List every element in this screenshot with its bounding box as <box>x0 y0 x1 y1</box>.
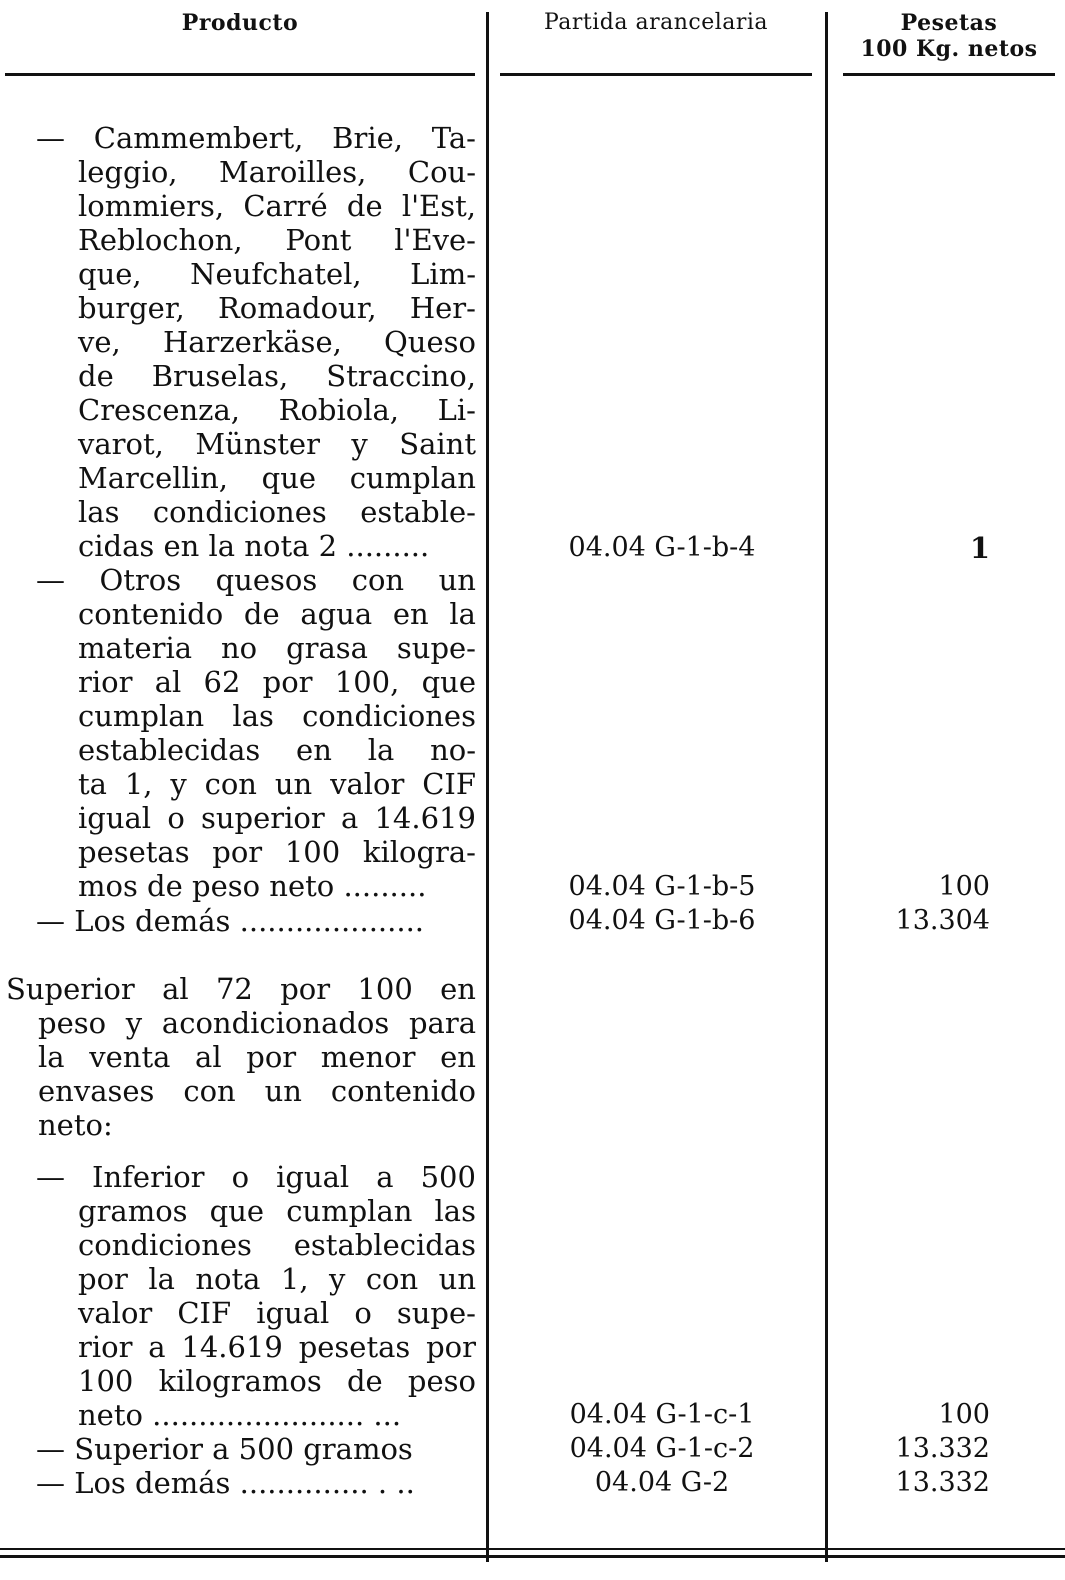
row-2-value: 100 <box>938 871 990 902</box>
row-1-code: 04.04 G-1-b-4 <box>568 532 756 563</box>
row-7-line: — Los demás .............. . .. <box>36 1466 415 1500</box>
word: estable- <box>360 495 476 529</box>
row-2-code: 04.04 G-1-b-5 <box>568 871 756 902</box>
word: en <box>440 1040 476 1074</box>
row-2-line <box>36 801 476 835</box>
row-7-code: 04.04 G-2 <box>594 1467 730 1498</box>
word: ve, <box>78 325 121 359</box>
row-7-text <box>36 1466 476 1500</box>
header-rule-partida <box>500 73 812 76</box>
word: o <box>167 801 185 835</box>
word: a <box>376 1160 394 1194</box>
word: para <box>408 1006 476 1040</box>
word: supe- <box>396 1296 476 1330</box>
word: — <box>36 563 65 597</box>
row-4-line <box>6 972 476 1006</box>
row-1-line: cidas en la nota 2 ......... <box>78 529 430 563</box>
row-2-line <box>36 767 476 801</box>
word: supe- <box>396 631 476 665</box>
row-4-line <box>6 1006 476 1040</box>
word: rior <box>78 1330 133 1364</box>
word: que, <box>78 257 142 291</box>
word: 1, <box>280 1262 309 1296</box>
word: Li- <box>437 393 476 427</box>
word: en <box>392 597 429 631</box>
word: Queso <box>384 325 476 359</box>
word: en <box>296 733 332 767</box>
word: Bruselas, <box>151 359 289 393</box>
word: Lim- <box>410 257 476 291</box>
word: no- <box>430 733 476 767</box>
row-1-line <box>36 359 476 393</box>
header-partida: Partida arancelaria <box>543 10 769 35</box>
word: a <box>148 1330 166 1364</box>
word: 100 <box>78 1364 134 1398</box>
word: contenido <box>330 1074 476 1108</box>
word: a <box>340 801 359 835</box>
word: la <box>449 597 476 631</box>
header-rule-producto <box>5 73 475 76</box>
row-4-line: neto: <box>38 1108 113 1142</box>
word: y <box>125 1006 143 1040</box>
row-6-code: 04.04 G-1-c-2 <box>569 1433 755 1464</box>
row-5-text <box>36 1160 476 1432</box>
word: y <box>170 767 187 801</box>
word: l'Eve- <box>394 223 476 257</box>
word: con <box>365 1262 419 1296</box>
header-producto: Producto <box>181 10 299 36</box>
word: CIF <box>177 1296 232 1330</box>
word: la <box>38 1040 65 1074</box>
word: Marcellin, <box>78 461 228 495</box>
word: las <box>232 699 274 733</box>
word: por <box>246 1040 297 1074</box>
word: Otros <box>99 563 182 597</box>
word: Reblochon, <box>78 223 243 257</box>
word: nota <box>195 1262 261 1296</box>
word: o <box>231 1160 250 1194</box>
word: y <box>351 427 368 461</box>
column-divider-2 <box>825 12 828 1562</box>
word: menor <box>320 1040 416 1074</box>
word: grasa <box>286 631 368 665</box>
row-4-text <box>6 972 476 1142</box>
row-1-line <box>36 257 476 291</box>
footer-rule-bottom <box>0 1555 1065 1558</box>
word: que <box>261 461 317 495</box>
row-5-line <box>36 1262 476 1296</box>
word: con <box>351 563 405 597</box>
word: las <box>78 495 120 529</box>
word: 100 <box>284 835 341 869</box>
row-1-line <box>36 461 476 495</box>
row-1-line <box>36 189 476 223</box>
word: al <box>154 665 182 699</box>
row-5-line <box>36 1228 476 1262</box>
word: pesetas <box>298 1330 411 1364</box>
word: pesetas <box>78 835 190 869</box>
word: cumplan <box>349 461 476 495</box>
word: valor <box>78 1296 153 1330</box>
word: igual <box>78 801 152 835</box>
word: Ta- <box>431 121 476 155</box>
row-1-line <box>36 393 476 427</box>
word: Her- <box>409 291 476 325</box>
column-divider-1 <box>486 12 489 1562</box>
row-6-value: 13.332 <box>895 1433 990 1464</box>
header-pesetas-line2: 100 Kg. netos <box>860 36 1038 62</box>
word: materia <box>78 631 193 665</box>
word: Cammembert, <box>93 121 304 155</box>
word: por <box>78 1262 128 1296</box>
word: igual <box>256 1296 330 1330</box>
word: 500 <box>420 1160 476 1194</box>
footer-rule-top <box>0 1548 1065 1550</box>
word: un <box>264 1074 302 1108</box>
word: con <box>204 767 257 801</box>
word: l'Est, <box>401 189 476 223</box>
word: varot, <box>78 427 164 461</box>
word: condiciones <box>152 495 327 529</box>
word: Neufchatel, <box>190 257 362 291</box>
word: igual <box>276 1160 350 1194</box>
word: peso <box>407 1364 476 1398</box>
row-1-line <box>36 291 476 325</box>
row-2-text <box>36 563 476 903</box>
word: CIF <box>422 767 476 801</box>
word: un <box>438 563 476 597</box>
row-3-line: — Los demás .................... <box>36 904 425 938</box>
word: en <box>440 972 476 1006</box>
word: gramos <box>78 1194 188 1228</box>
word: de <box>243 597 280 631</box>
word: Brie, <box>332 121 404 155</box>
word: condiciones <box>78 1228 252 1262</box>
word: no <box>220 631 258 665</box>
word: establecidas <box>293 1228 476 1262</box>
word: rior <box>78 665 133 699</box>
header-pesetas-line1: Pesetas <box>900 10 998 36</box>
word: 100 <box>357 972 413 1006</box>
row-5-line <box>36 1296 476 1330</box>
word: Romadour, <box>217 291 377 325</box>
row-2-line: mos de peso neto ......... <box>78 869 427 903</box>
word: Maroilles, <box>219 155 367 189</box>
word: o <box>354 1296 372 1330</box>
row-1-line <box>36 325 476 359</box>
row-4-line <box>6 1040 476 1074</box>
word: agua <box>300 597 373 631</box>
word: envases <box>38 1074 155 1108</box>
word: y <box>328 1262 346 1296</box>
word: establecidas <box>78 733 261 767</box>
row-1-text <box>36 121 476 563</box>
word: ta <box>78 767 107 801</box>
row-5-line <box>36 1194 476 1228</box>
word: la <box>148 1262 175 1296</box>
row-1-line <box>36 223 476 257</box>
row-1-line <box>36 427 476 461</box>
row-2-line <box>36 733 476 767</box>
row-5-line: neto ....................... ... <box>78 1398 402 1432</box>
word: Cou- <box>407 155 476 189</box>
word: 62 <box>203 665 241 699</box>
word: Carré <box>243 189 328 223</box>
row-1-value: 1 <box>969 531 990 565</box>
row-2-line <box>36 597 476 631</box>
row-5-code: 04.04 G-1-c-1 <box>569 1399 755 1430</box>
word: Saint <box>399 427 476 461</box>
row-2-line <box>36 699 476 733</box>
word: de <box>78 359 114 393</box>
word: — <box>36 1160 65 1194</box>
row-5-value: 100 <box>938 1399 990 1430</box>
word: que <box>421 665 476 699</box>
word: Inferior <box>92 1160 205 1194</box>
word: Harzerkäse, <box>162 325 342 359</box>
row-5-line <box>36 1364 476 1398</box>
row-7-value: 13.332 <box>895 1467 990 1498</box>
word: Münster <box>195 427 320 461</box>
word: lommiers, <box>78 189 225 223</box>
word: por <box>262 665 313 699</box>
row-3-value: 13.304 <box>895 905 990 936</box>
word: 14.619 <box>374 801 476 835</box>
word: que <box>209 1194 265 1228</box>
row-1-line <box>36 155 476 189</box>
word: Straccino, <box>326 359 476 393</box>
word: kilogra- <box>362 835 476 869</box>
word: cumplan <box>78 699 205 733</box>
row-6-line: — Superior a 500 gramos <box>36 1432 413 1466</box>
word: quesos <box>215 563 318 597</box>
word: al <box>195 1040 222 1074</box>
word: acondicionados <box>161 1006 390 1040</box>
word: las <box>434 1194 476 1228</box>
word: leggio, <box>78 155 178 189</box>
word: — <box>36 121 65 155</box>
word: un <box>274 767 313 801</box>
row-2-line <box>36 665 476 699</box>
word: 72 <box>215 972 253 1006</box>
header-rule-pesetas <box>843 73 1055 76</box>
word: superior <box>201 801 325 835</box>
word: 14.619 <box>181 1330 283 1364</box>
word: 1, <box>124 767 153 801</box>
word: kilogramos <box>158 1364 322 1398</box>
row-5-line <box>36 1330 476 1364</box>
word: la <box>367 733 395 767</box>
word: Crescenza, <box>78 393 240 427</box>
word: por <box>280 972 331 1006</box>
word: valor <box>330 767 405 801</box>
word: 100, <box>334 665 400 699</box>
word: Robiola, <box>278 393 399 427</box>
row-2-line <box>36 835 476 869</box>
row-2-line <box>36 563 476 597</box>
word: Pont <box>285 223 352 257</box>
row-3-text <box>36 904 476 938</box>
row-1-line <box>36 495 476 529</box>
word: contenido <box>78 597 224 631</box>
row-2-line <box>36 631 476 665</box>
word: de <box>346 1364 383 1398</box>
word: con <box>183 1074 236 1108</box>
row-3-code: 04.04 G-1-b-6 <box>568 905 756 936</box>
word: venta <box>89 1040 171 1074</box>
word: por <box>212 835 263 869</box>
word: de <box>346 189 383 223</box>
word: al <box>162 972 189 1006</box>
row-5-line <box>36 1160 476 1194</box>
word: por <box>426 1330 476 1364</box>
row-4-line <box>6 1074 476 1108</box>
word: condiciones <box>302 699 476 733</box>
row-6-text <box>36 1432 476 1466</box>
row-1-line <box>36 121 476 155</box>
word: burger, <box>78 291 185 325</box>
word: peso <box>38 1006 107 1040</box>
word: Superior <box>6 972 135 1006</box>
word: cumplan <box>286 1194 413 1228</box>
word: un <box>438 1262 476 1296</box>
